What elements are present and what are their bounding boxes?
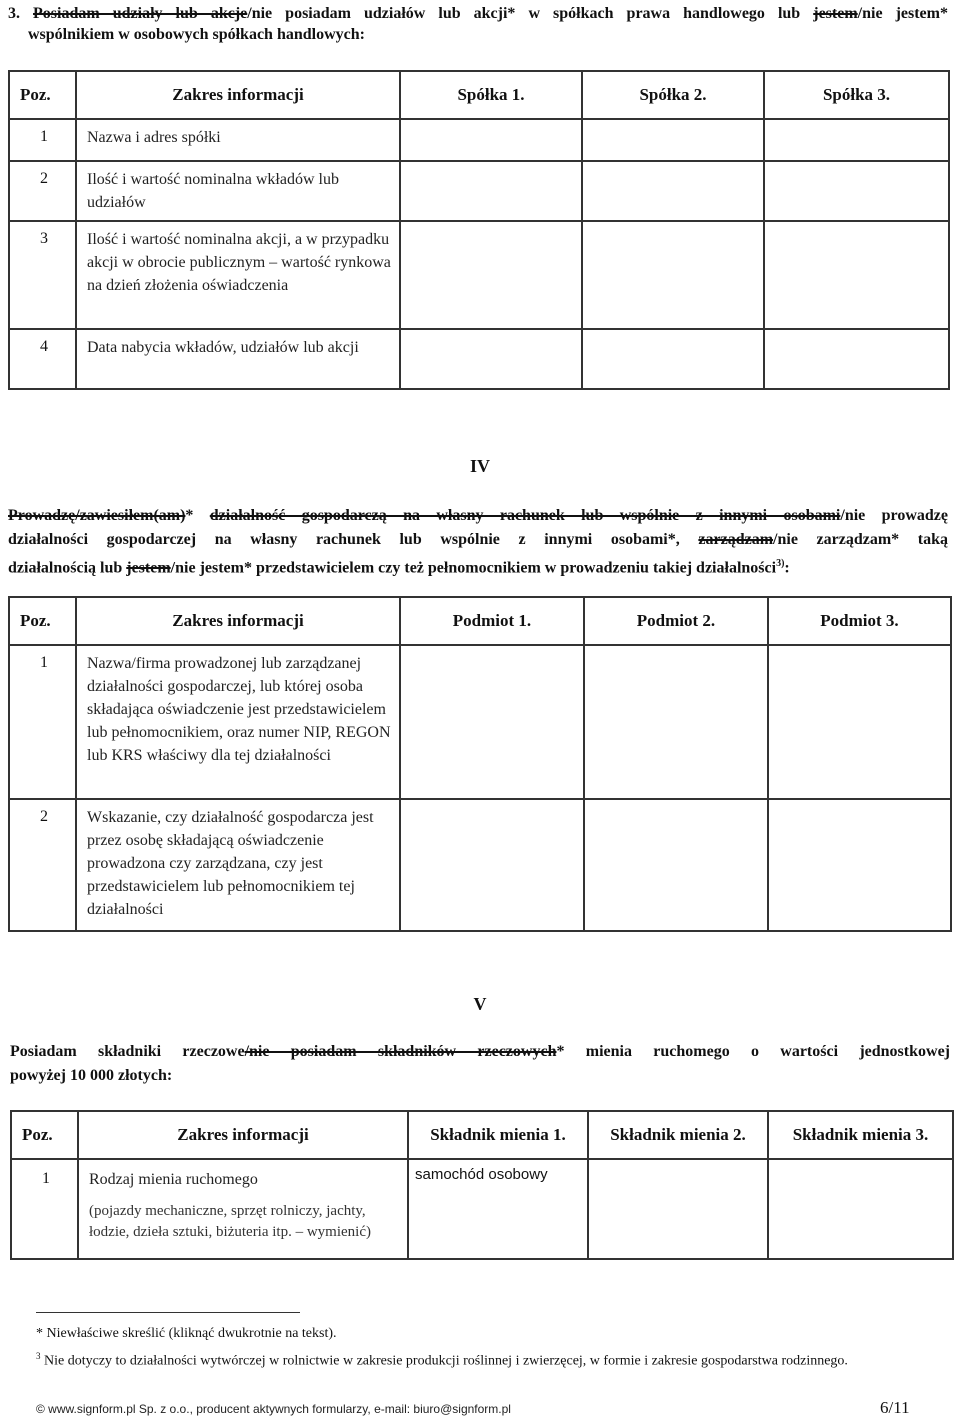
section3-struck-option[interactable]: Posiadam udziały lub akcje bbox=[33, 5, 248, 22]
section4-struck-dzialalnosc[interactable]: działalność gospodarczą na własny rachunek lub wspólnie z innymi osobami bbox=[209, 507, 841, 524]
table-header-row: Poz. Zakres informacji Podmiot 1. Podmiot 2. Podmiot 3. bbox=[9, 597, 951, 645]
table-row: 3 Ilość i wartość nominalna akcji, a w przypadku akcji w obrocie publicznym – wartość rynkowa na dzień złożenia oświadczenia bbox=[9, 221, 949, 329]
section-iv-title: IV bbox=[469, 456, 490, 476]
footnote-separator bbox=[36, 1312, 300, 1313]
input-cell[interactable] bbox=[400, 221, 582, 329]
section4-struck-zarzadzam[interactable]: zarządzam bbox=[698, 531, 774, 548]
input-cell[interactable] bbox=[582, 119, 764, 161]
input-cell[interactable] bbox=[582, 161, 764, 221]
section4-text: Prowadzę/zawiesiłem(am)* działalność gospodarczą na własny rachunek lub wspólnie z innymi osobami/nie prowadzę działalności gospodarczej na własny rachunek lub wspólnie z innymi osobami*, zarządzam/nie zarządzam* taką działalnością lub jestem/nie jestem* przedstawicielem czy też pełnomocnikiem w prowadzeniu takiej działalności$^{3)}$: bbox=[8, 507, 949, 577]
input-cell[interactable] bbox=[400, 161, 582, 221]
header-poz: Poz. bbox=[9, 71, 76, 119]
section3-line1: 3. Posiadam udziały lub akcje/nie posiadam udziałów lub akcji* w spółkach prawa handlowego lub jestem/nie jestem* bbox=[8, 5, 948, 22]
input-cell[interactable] bbox=[400, 799, 584, 931]
footnotes bbox=[36, 1324, 936, 1371]
header-spolka-3: Spółka 3. bbox=[764, 71, 949, 119]
table-row: 2 Wskazanie, czy działalność gospodarcza jest przez osobę składającą oświadczenie prowadzona czy zarządzana, czy jest przedstawicielem lub pełnomocnikiem tej działalności bbox=[9, 799, 951, 931]
footnote-3: $^3$ Nie dotyczy to działalności wytwórczej w rolnictwie w zakresie produkcji roślinnej i zwierzęcej, w formie i zakresie gospodarstwa rodzinnego. bbox=[36, 1351, 848, 1369]
input-cell[interactable] bbox=[764, 221, 949, 329]
input-cell[interactable] bbox=[400, 329, 582, 389]
table-header-row bbox=[9, 71, 949, 119]
page-number: 6/11 bbox=[880, 1398, 910, 1417]
input-cell-value[interactable]: samochód osobowy bbox=[408, 1159, 588, 1259]
input-cell[interactable] bbox=[400, 119, 582, 161]
section3-text bbox=[8, 3, 948, 45]
input-cell[interactable] bbox=[768, 799, 951, 931]
table-row: 2 Ilość i wartość nominalna wkładów lub udziałów bbox=[9, 161, 949, 221]
table-row: 4 Data nabycia wkładów, udziałów lub akcji bbox=[9, 329, 949, 389]
section4-struck-jestem[interactable]: jestem bbox=[126, 559, 171, 577]
input-cell[interactable] bbox=[768, 645, 951, 799]
business-activity-table bbox=[8, 596, 952, 932]
footer-credit: © www.signform.pl Sp. z o.o., producent aktywnych formularzy, e-mail: biuro@signform.pl bbox=[36, 1402, 511, 1416]
section3-line2: wspólnikiem w osobowych spółkach handlowych: bbox=[28, 26, 365, 43]
section4-struck-prowadze[interactable]: Prowadzę/zawiesiłem(am) bbox=[8, 507, 186, 524]
section-v-title: V bbox=[473, 994, 487, 1014]
table-row: 1 Rodzaj mienia ruchomego (pojazdy mechaniczne, sprzęt rolniczy, jachty, łodzie, dzieła sztuki, biżuteria itp. – wymienić) samochód osobowy bbox=[11, 1159, 953, 1259]
table-header-row: Poz. Zakres informacji Składnik mienia 1. Składnik mienia 2. Składnik mienia 3. bbox=[11, 1111, 953, 1159]
header-spolka-1: Spółka 1. bbox=[400, 71, 582, 119]
table-row: 1 Nazwa/firma prowadzonej lub zarządzanej działalności gospodarczej, lub której osoba składająca oświadczenie jest przedstawicielem lub pełnomocnikiem, oraz numer NIP, REGON lub KRS właściwy dla tej działalności bbox=[9, 645, 951, 799]
input-cell[interactable] bbox=[584, 799, 768, 931]
section3-number: 3. bbox=[8, 5, 20, 22]
movable-property-table bbox=[10, 1110, 954, 1260]
input-cell[interactable] bbox=[400, 645, 584, 799]
input-cell[interactable] bbox=[768, 1159, 953, 1259]
input-cell[interactable] bbox=[584, 645, 768, 799]
input-cell[interactable] bbox=[764, 161, 949, 221]
section5-text: Posiadam składniki rzeczowe/nie posiadam składników rzeczowych* mienia ruchomego o wartości jednostkowej powyżej 10 000 złotych: bbox=[10, 1043, 950, 1084]
input-cell[interactable] bbox=[764, 329, 949, 389]
section5-struck-nie-posiadam[interactable]: /nie posiadam składników rzeczowych bbox=[244, 1043, 557, 1060]
table-row: 1 Nazwa i adres spółki bbox=[9, 119, 949, 161]
input-cell[interactable] bbox=[582, 221, 764, 329]
header-zakres: Zakres informacji bbox=[76, 71, 400, 119]
input-cell[interactable] bbox=[588, 1159, 768, 1259]
footnote-1: * Niewłaściwe skreślić (kliknąć dwukrotnie na tekst). bbox=[36, 1326, 337, 1341]
section3-struck-jestem[interactable]: jestem bbox=[813, 5, 858, 22]
header-spolka-2: Spółka 2. bbox=[582, 71, 764, 119]
input-cell[interactable] bbox=[764, 119, 949, 161]
input-cell[interactable] bbox=[582, 329, 764, 389]
shares-table bbox=[8, 70, 950, 390]
